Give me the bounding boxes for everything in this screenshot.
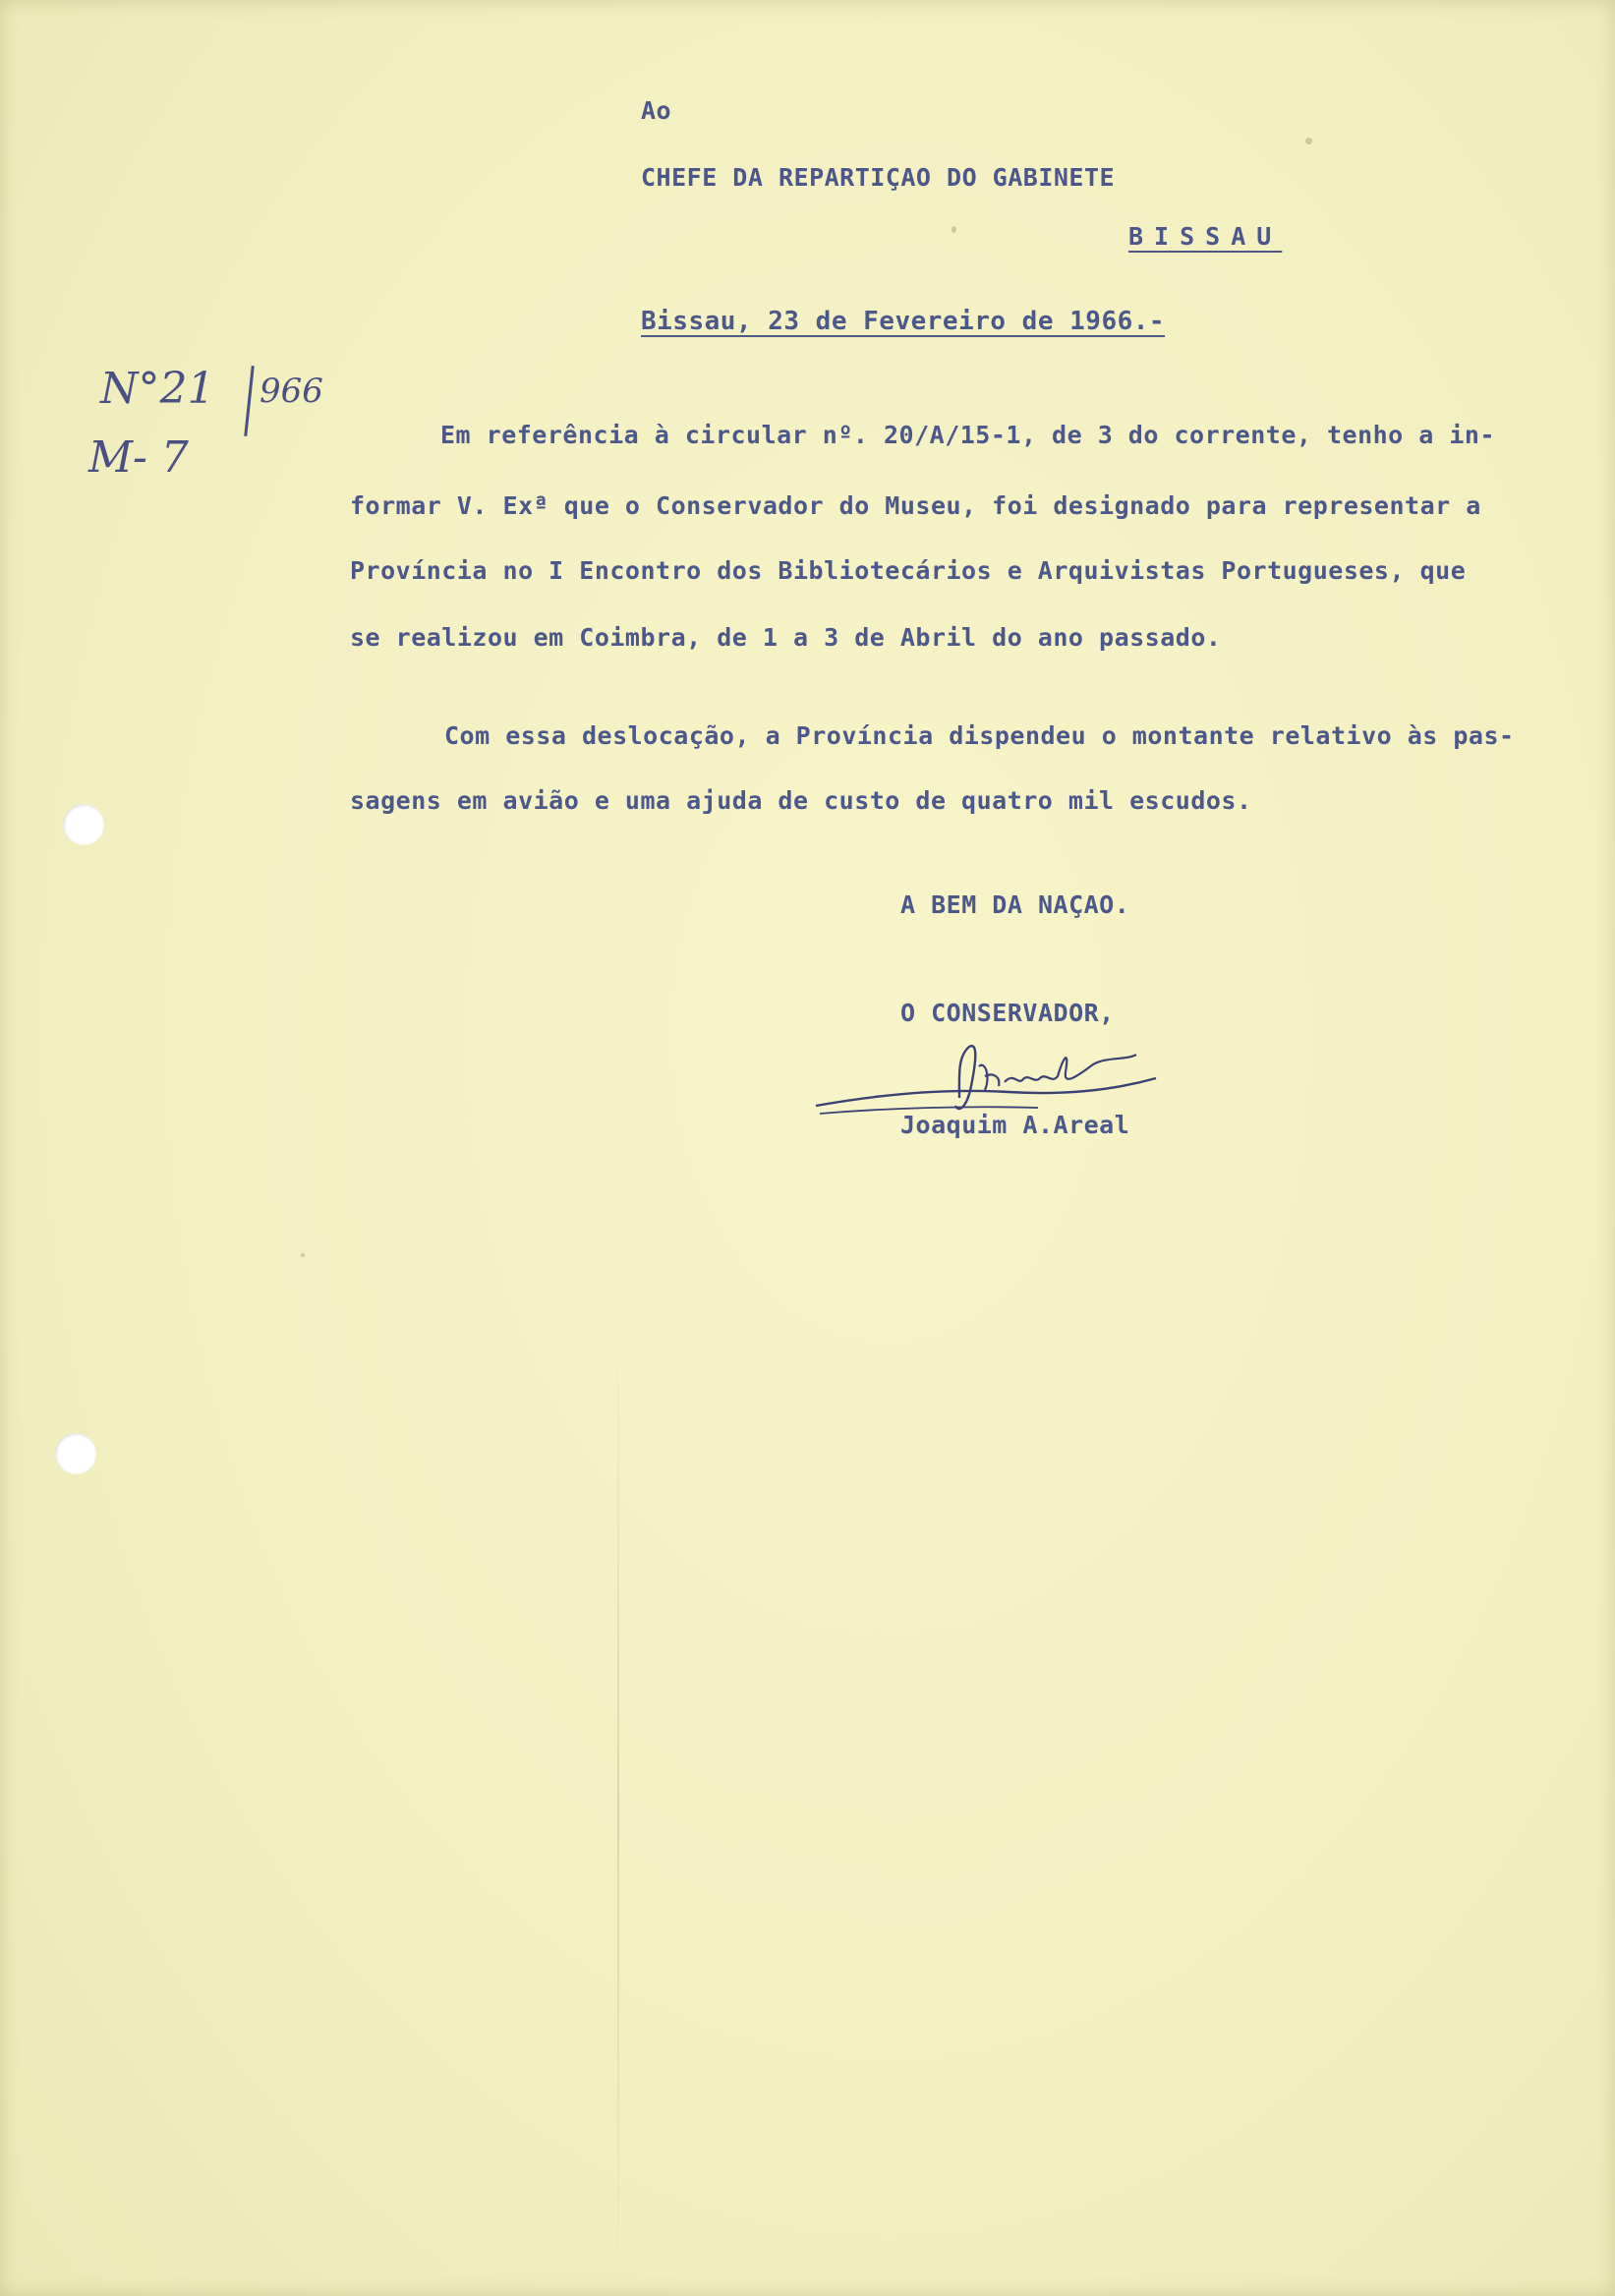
closing-signatory-name: Joaquim A.Areal — [900, 1111, 1130, 1139]
punch-hole-top — [63, 804, 104, 845]
paper-crease — [617, 1327, 619, 2296]
body-paragraph-1-line-1: Em referência à circular nº. 20/A/15-1, de 3 do corrente, tenho a in- — [440, 421, 1496, 449]
margin-note-divider — [244, 366, 255, 436]
body-paragraph-1-line-2: formar V. Exª que o Conservador do Museu, foi designado para representar a — [350, 491, 1481, 520]
paper-speck — [301, 1253, 305, 1257]
closing-salutation: A BEM DA NAÇAO. — [900, 890, 1130, 919]
paper-speck — [952, 226, 956, 233]
address-recipient: CHEFE DA REPARTIÇAO DO GABINETE — [641, 163, 1116, 192]
body-paragraph-1-line-3: Província no I Encontro dos Bibliotecários e Arquivistas Portugueses, que — [350, 556, 1467, 585]
date-line: Bissau, 23 de Fevereiro de 1966.- — [641, 307, 1166, 336]
body-paragraph-2-line-2: sagens em avião e uma ajuda de custo de quatro mil escudos. — [350, 786, 1252, 815]
margin-note-year: 966 — [260, 372, 323, 411]
margin-note-number: N°21 — [100, 364, 215, 414]
address-to: Ao — [641, 96, 672, 125]
closing-role: O CONSERVADOR, — [900, 999, 1115, 1027]
margin-note-ref: M- 7 — [88, 432, 189, 483]
body-paragraph-2-line-1: Com essa deslocação, a Província dispendeu o montante relativo às pas- — [444, 721, 1515, 750]
address-city: BISSAU — [1128, 222, 1283, 251]
body-paragraph-1-line-4: se realizou em Coimbra, de 1 a 3 de Abril do ano passado. — [350, 623, 1222, 652]
paper-speck — [1305, 138, 1312, 144]
punch-hole-bottom — [55, 1433, 96, 1474]
